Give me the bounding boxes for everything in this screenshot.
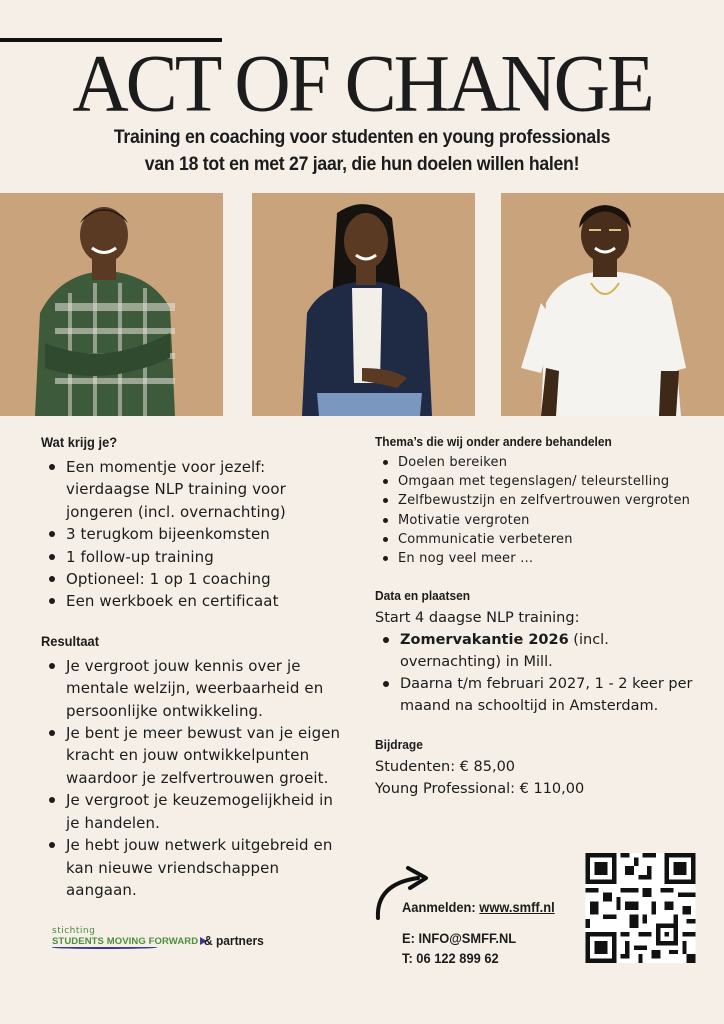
contact-email[interactable]: E: INFO@SMFF.NL	[402, 930, 517, 946]
list-item: Motivatie vergroten	[398, 511, 705, 530]
list-item: Je vergroot je keuzemogelijkheid in je handelen.	[66, 789, 351, 834]
summer-label: Zomervakantie 2026	[400, 632, 569, 649]
list-item: Je bent je meer bewust van je eigen kracht en jouw ontwikkelpunten waardoor je zelfvertrouwen groeit.	[66, 722, 351, 789]
left-column	[41, 434, 351, 901]
fee-students: Studenten: € 85,00	[375, 759, 516, 776]
heading-dates-places: Data en plaatsen	[375, 588, 471, 604]
list-item: Een momentje voor jezelf: vierdaagse NLP training voor jongeren (incl. overnachting)	[66, 456, 351, 523]
subtitle-line-1: Training en coaching voor studenten en young professionals	[113, 127, 611, 148]
list-item: Je vergroot jouw kennis over je mentale welzijn, weerbaarheid en persoonlijke ontwikkeling.	[66, 655, 351, 722]
right-column	[375, 434, 705, 800]
logo-name: STUDENTS MOVING FORWARD	[52, 936, 199, 947]
subtitle	[25, 124, 698, 178]
list-item: 1 follow-up training	[66, 546, 351, 568]
list-dates	[400, 629, 705, 717]
list-item: Zelfbewustzijn en zelfvertrouwen vergroten	[398, 491, 705, 510]
contact-phone[interactable]: T: 06 122 899 62	[402, 950, 499, 966]
fee-young-professional: Young Professional: € 110,00	[375, 781, 585, 798]
signup-label: Aanmelden:	[402, 899, 480, 915]
signup-link[interactable]: www.smff.nl	[479, 899, 555, 915]
list-item: Communicatie verbeteren	[398, 530, 705, 549]
page-title: ACT OF CHANGE	[72, 36, 652, 129]
list-item: Optioneel: 1 op 1 coaching	[66, 568, 351, 590]
dates-intro: Start 4 daagse NLP training:	[375, 610, 580, 627]
list-item-summer	[400, 629, 705, 673]
list-themes	[398, 453, 705, 568]
heading-result: Resultaat	[41, 632, 99, 649]
subtitle-line-2: van 18 tot en met 27 jaar, die hun doelen willen halen!	[144, 154, 580, 175]
section-what-you-get	[41, 434, 351, 613]
list-item: Een werkboek en certificaat	[66, 590, 351, 612]
list-item: 3 terugkom bijeenkomsten	[66, 523, 351, 545]
list-result	[66, 655, 351, 901]
photo-man-plaid-shirt	[0, 193, 223, 416]
section-result	[41, 633, 351, 901]
list-item-after: Daarna t/m februari 2027, 1 - 2 keer per maand na schooltijd in Amsterdam.	[400, 673, 705, 717]
heading-themes: Thema’s die wij onder andere behandelen	[375, 434, 612, 449]
list-item: En nog veel meer …	[398, 549, 705, 568]
heading-contribution: Bijdrage	[375, 737, 423, 753]
fees	[375, 756, 705, 800]
summer-detail: (incl. overnachting) in Mill.	[400, 632, 609, 671]
signup-row	[402, 897, 555, 917]
logo-small-text: stichting	[52, 926, 96, 936]
photo-man-white-tshirt	[501, 193, 724, 416]
qr-code-icon[interactable]	[585, 853, 696, 963]
partners-text: & partners	[204, 933, 264, 948]
list-what-you-get	[66, 456, 351, 613]
heading-what-you-get: Wat krijg je?	[41, 434, 118, 450]
contact-block	[402, 897, 555, 968]
list-item: Omgaan met tegenslagen/ teleurstelling	[398, 472, 705, 491]
photo-woman-navy-jacket	[252, 193, 475, 416]
list-item: Je hebt jouw netwerk uitgebreid en kan nieuwe vriendschappen aangaan.	[66, 834, 351, 901]
list-item: Doelen bereiken	[398, 453, 705, 472]
